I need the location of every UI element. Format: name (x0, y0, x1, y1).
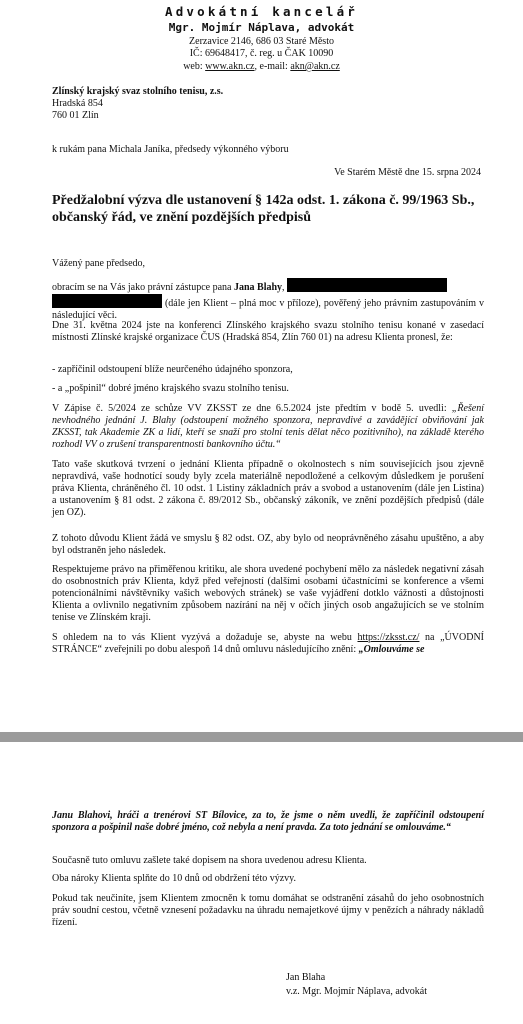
office-ids: IČ: 69648417, č. reg. u ČAK 10090 (189, 48, 334, 59)
paragraph-8: Oba nároky Klienta splňte do 10 dnů od obdržení této výzvy. (52, 873, 297, 884)
office-contacts (0, 61, 523, 72)
office-title: Advokátní kancelář (164, 4, 359, 19)
paragraph-2 (52, 403, 484, 451)
lawyer-name: Mgr. Mojmír Náplava, advokát (168, 21, 355, 34)
minutes-quote: „Řešení nevhodného jednání J. Blahy (odstoupení možného sponzora, nepravdivé a zavádějící obviňování jak ZKSST, tak Akademie ZK a lidí, kteří se snaží pro stolní tenis dělat něco pozitivního), na základě kterého rozhodl VV o zrušení transparentnosti bankovního účtu.“ (52, 403, 484, 450)
paragraph-3: Tato vaše skutková tvrzení o jednání Klienta případně o okolnostech s ním souvisejících jsou zjevně nepravdivá, vaše hodnotící soudy byly zcela materiálně nepodložené a celkovým důsledkem je porušení práva Klienta, chráněného čl. 10 odst. 1 Listiny základních práv a svobod a ustanovením (dále jen Listina) a ustanovením § 81 odst. 2 zákona č. 89/2012 Sb., občanský zákoník, ve znění pozdějších předpisů (dále jen OZ). (52, 459, 484, 518)
bullet-1: - zapříčinil odstoupení blíže neurčeného údajného sponzora, (52, 364, 293, 375)
page-break-bar (0, 732, 523, 742)
paragraph-6-text-a: S ohledem na to vás Klient vyzývá a dožaduje se, abyste na webu (52, 632, 358, 643)
intro-text-c: (dále jen Klient – plná moc v příloze), pověřený jeho právním zastupováním v následující věci. (52, 298, 485, 321)
client-name: Jana Blahy (233, 282, 283, 293)
recipient-city: 760 01 Zlín (52, 110, 99, 121)
paragraph-4: Z tohoto důvodu Klient žádá ve smyslu § 82 odst. OZ, aby bylo od neoprávněného zásahu upuštěno, a aby byl odstraněn jeho následek. (52, 533, 484, 556)
zksst-link[interactable]: https://zksst.cz/ (357, 632, 420, 643)
recipient-name: Zlínský krajský svaz stolního tenisu, z.s. (52, 86, 224, 97)
paragraph-5: Respektujeme právo na přiměřenou kritiku, ale shora uvedené pochybení mělo za následek negativní zásah do osobnostních práv Klienta, když před veřejností (dalšími osobami účastnícími se konference a všemi potencionálními návštěvníky vašich webových stránek) se vaše vyjádření dotklo vážnosti a důstojnosti Klienta a ovlivnilo negativním způsobem nazírání na něj v očích jiných osob angažujících se ve stolním tenise ve Zlínském kraji. (52, 564, 484, 623)
intro-text-b: , (282, 282, 285, 293)
web-link[interactable]: www.akn.cz (205, 61, 255, 72)
email-prefix: , e-mail: (254, 61, 291, 72)
redaction-box (52, 294, 162, 308)
paragraph-6 (52, 632, 484, 656)
letter-title-wrap (52, 192, 482, 226)
letter-title: Předžalobní výzva dle ustanovení § 142a odst. 1. zákona č. 99/1963 Sb., občanský řád, ve znění pozdějších předpisů (52, 193, 475, 225)
intro-paragraph (52, 278, 484, 322)
office-address: Zerzavice 2146, 686 03 Staré Město (189, 36, 334, 47)
paragraph-7: Současně tuto omluvu zašlete také dopisem na shora uvedenou adresu Klienta. (52, 855, 367, 866)
signature-by: v.z. Mgr. Mojmír Náplava, advokát (286, 986, 427, 997)
apology-text: Janu Blahovi, hráči a trenérovi ST Bílovice, za to, že jsme o něm uvedli, že zapříčinil odstoupení sponzora a pošpinil naše dobré jméno, což nebyla a není pravda. Za toto jednání se omlouváme.“ (52, 810, 484, 833)
paragraph-2-text: V Zápise č. 5/2024 ze schůze VV ZKSST ze dne 6.5.2024 jste předtím v bodě 5. uvedli: (52, 403, 452, 414)
web-prefix: web: (183, 61, 206, 72)
recipient-street: Hradská 854 (52, 98, 103, 109)
letter-date: Ve Starém Městě dne 15. srpna 2024 (334, 167, 481, 178)
signature-name: Jan Blaha (286, 972, 326, 983)
apology-start: „Omlouváme se (358, 644, 425, 655)
paragraph-9: Pokud tak neučiníte, jsem Klientem zmocněn k tomu domáhat se odstranění zásahů do jeho osobnostních práv soudní cestou, včetně vznesení požadavku na úhradu nemajetkové újmy v penězích a náhrady nákladů řízení. (52, 893, 484, 928)
intro-text-a: obracím se na Vás jako právní zástupce pana (52, 282, 234, 293)
attention-line: k rukám pana Michala Janíka, předsedy výkonného výboru (52, 144, 289, 155)
paragraph-1: Dne 31. května 2024 jste na konferenci Zlínského krajského svazu stolního tenisu konané v zasedací místnosti Zlínské krajské organizace ČUS (Hradská 854, Zlín 760 01) na adresu Klienta pronesl, že: (52, 320, 484, 343)
recipient-block (52, 86, 472, 122)
email-link[interactable]: akn@akn.cz (290, 61, 340, 72)
bullet-2: - a „pošpinil“ dobré jméno krajského svazu stolního tenisu. (52, 383, 289, 394)
redaction-box (287, 278, 447, 292)
salutation: Vážený pane předsedo, (52, 258, 146, 269)
paragraph-6-text-b: na „ÚVODNÍ STRÁNCE“ zveřejnili po dobu alespoň 14 dnů omluvu následujícího znění: (52, 632, 484, 655)
